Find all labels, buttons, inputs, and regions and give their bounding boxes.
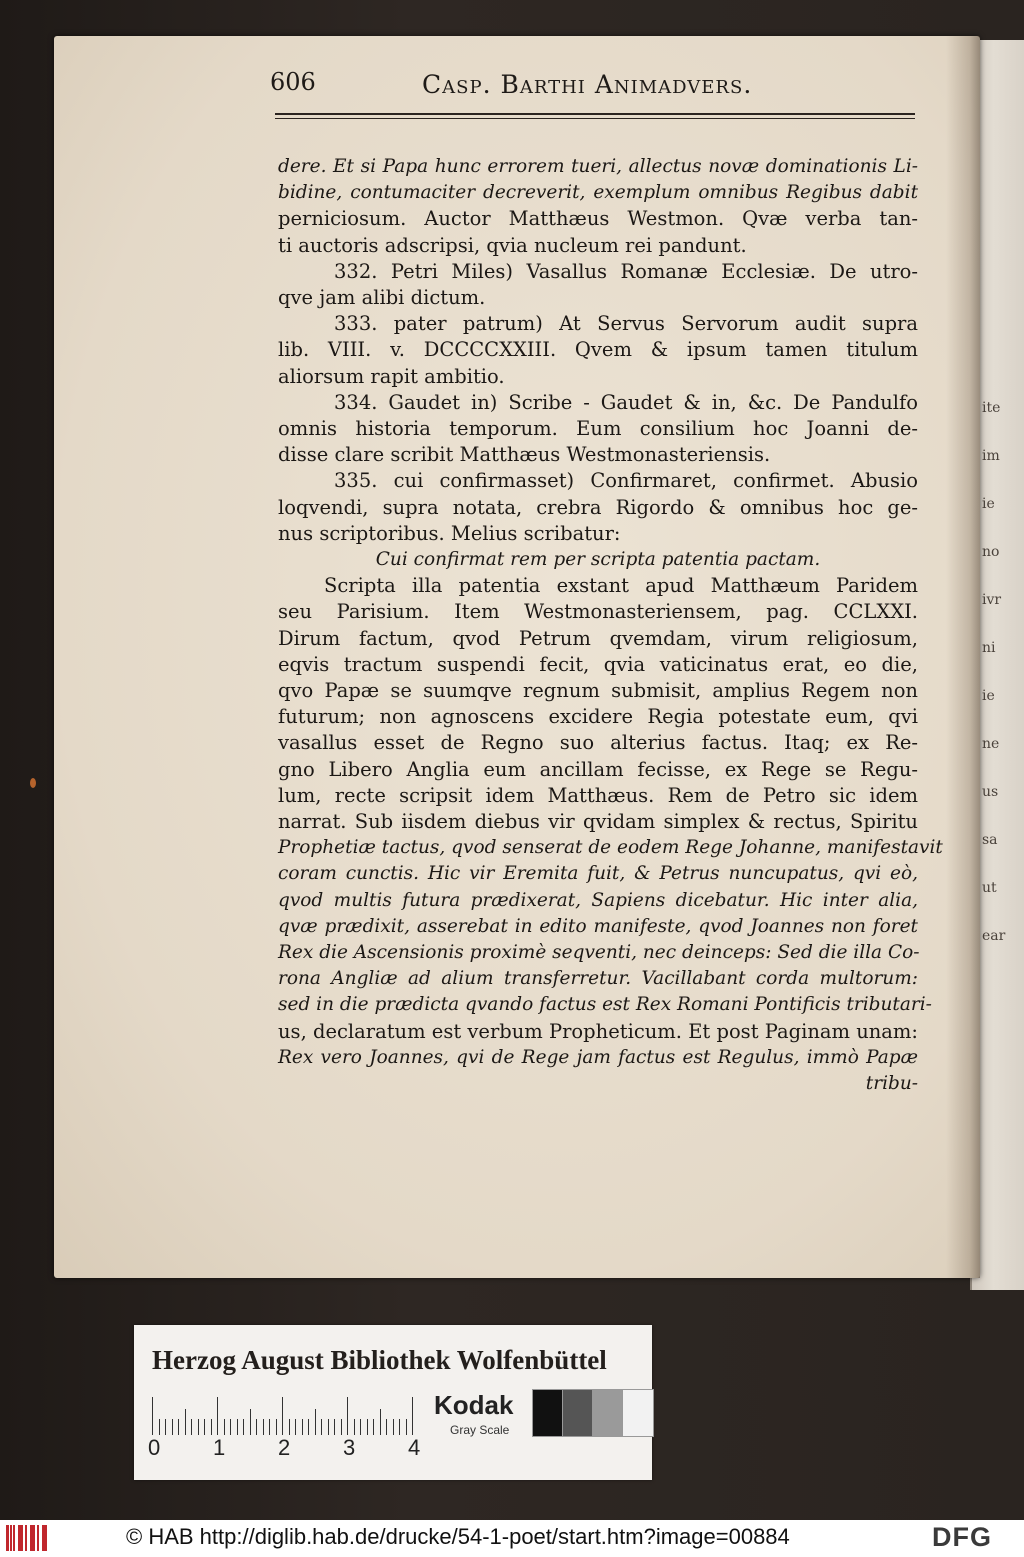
ruler-tick: [347, 1397, 348, 1435]
ruler-tick: [256, 1419, 257, 1435]
ruler-tick: [399, 1419, 400, 1435]
text-line: aliorsum rapit ambitio.: [278, 364, 505, 388]
running-head: [270, 68, 910, 108]
running-title: Casp. Barthi Animadvers.: [422, 70, 753, 99]
ruler-tick: [217, 1397, 218, 1435]
footer-bar: [0, 1520, 1024, 1557]
text-line: Dirum factum, qvod Petrum qvemdam, virum religiosum,: [278, 626, 918, 650]
ruler-tick: [159, 1419, 160, 1435]
barcode-icon: [6, 1525, 50, 1551]
text-line: perniciosum. Auctor Matthæus Westmon. Qvæ verba tan-: [278, 207, 918, 231]
header-rule: [275, 113, 915, 119]
text-line: Cui confirmat rem per scripta patentia pactam.: [375, 549, 821, 570]
page-number: 606: [270, 68, 316, 96]
ruler-tick: [165, 1419, 166, 1435]
ruler-tick: [308, 1419, 309, 1435]
next-leaf-fragment: im: [982, 448, 1000, 464]
ruler-tick: [276, 1419, 277, 1435]
text-line: omnis historia temporum. Eum consilium hoc Joanni de-: [278, 417, 918, 440]
ruler-number: 3: [343, 1435, 356, 1460]
next-leaf-fragment: ie: [982, 496, 995, 512]
copyright-url[interactable]: © HAB http://diglib.hab.de/drucke/54-1-poet/start.htm?image=00884: [126, 1524, 790, 1549]
ruler-tick: [204, 1419, 205, 1435]
text-line: 332. Petri Miles) Vasallus Romanæ Ecclesiæ. De utro-: [334, 259, 918, 283]
ruler-number: 0: [148, 1435, 161, 1460]
ruler-tick: [172, 1419, 173, 1435]
ruler-tick: [191, 1419, 192, 1435]
ruler-number: 4: [408, 1435, 421, 1460]
ruler-tick: [328, 1419, 329, 1435]
text-line: coram cunctis. Hic vir Eremita fuit, & Petrus nuncupatus, qvi eò,: [278, 863, 918, 885]
ruler-tick: [334, 1419, 335, 1435]
ruler-tick: [354, 1419, 355, 1435]
ruler-number: 2: [278, 1435, 291, 1460]
text-line: sed in die prædicta qvando factus est Rex Romani Pontificis tributari-: [278, 994, 932, 1016]
text-line: 335. cui confirmasset) Confirmaret, confirmet. Abusio: [334, 469, 918, 493]
ruler-tick: [185, 1409, 186, 1435]
ruler-tick: [341, 1419, 342, 1435]
ruler-tick: [321, 1419, 322, 1435]
gray-swatch: [562, 1389, 594, 1437]
ruler-tick: [282, 1397, 283, 1435]
text-line: Rex die Ascensionis proximè seqventi, nec deinceps: Sed die illa Co-: [278, 942, 920, 963]
ruler-tick: [230, 1419, 231, 1435]
ruler-tick: [360, 1419, 361, 1435]
ruler-tick: [269, 1419, 270, 1435]
ruler-tick: [198, 1419, 199, 1435]
next-leaf-fragment: ivr: [982, 592, 1002, 608]
text-line: us, declaratum est verbum Propheticum. Et post Paginam unam:: [278, 1019, 918, 1043]
next-leaf-fragment: sa: [982, 832, 998, 848]
text-line: lum, recte scripsit idem Matthæus. Rem de Petro sic idem: [278, 783, 918, 807]
ruler-tick: [412, 1397, 413, 1435]
ruler-tick: [315, 1409, 316, 1435]
text-line: bidine, contumaciter decreverit, exemplum omnibus Regibus dabit: [278, 182, 918, 204]
text-line: eqvis tractum suspendi fecit, qvia vaticinatus erat, eo die,: [278, 652, 918, 676]
next-leaf-fragment: ne: [982, 736, 1000, 752]
ruler-tick: [237, 1419, 238, 1435]
ink-spot: [30, 778, 36, 788]
dfg-logo: DFG: [932, 1522, 992, 1552]
ruler-tick: [289, 1419, 290, 1435]
next-leaf-fragment: ite: [982, 400, 1001, 416]
next-leaf-fragment: ear: [982, 928, 1006, 944]
next-leaf-fragment: ie: [982, 688, 995, 704]
ruler-tick: [152, 1397, 153, 1435]
text-line: disse clare scribit Matthæus Westmonasteriensis.: [278, 443, 771, 467]
text-line: seu Parisium. Item Westmonasteriensem, pag. CCLXXI.: [278, 600, 918, 624]
library-label-card: [134, 1325, 652, 1480]
ruler-tick: [250, 1409, 251, 1435]
ruler-number: 1: [213, 1435, 226, 1460]
scale-ruler: [152, 1395, 422, 1435]
text-line: ti auctoris adscripsi, qvia nucleum rei pandunt.: [278, 233, 747, 257]
text-line: nus scriptoribus. Melius scribatur:: [278, 521, 621, 545]
ruler-numbers: [148, 1435, 448, 1465]
gray-scale-label: Gray Scale: [450, 1423, 510, 1437]
ruler-tick: [406, 1419, 407, 1435]
next-leaf-fragment: us: [982, 784, 999, 800]
ruler-tick: [224, 1419, 225, 1435]
text-line: tribu-: [865, 1073, 918, 1094]
ruler-tick: [367, 1419, 368, 1435]
text-line: 333. pater patrum) At Servus Servorum audit supra: [334, 312, 918, 336]
ruler-tick: [302, 1419, 303, 1435]
next-leaf-fragment: ni: [982, 640, 996, 656]
text-line: gno Libero Anglia eum ancillam fecisse, ex Rege se Regu-: [278, 757, 918, 781]
text-line: qvod multis futura prædixerat, Sapiens dicebatur. Hic inter alia,: [278, 889, 918, 911]
kodak-brand: Kodak: [434, 1390, 514, 1420]
ruler-tick: [295, 1419, 296, 1435]
ruler-tick: [178, 1419, 179, 1435]
text-line: dere. Et si Papa hunc errorem tueri, allectus novæ dominationis Li-: [278, 156, 918, 177]
ruler-tick: [380, 1409, 381, 1435]
text-line: Scripta illa patentia exstant apud Matthæum Paridem: [324, 574, 918, 598]
library-name: Herzog August Bibliothek Wolfenbüttel: [152, 1345, 607, 1375]
text-line: qve jam alibi dictum.: [278, 286, 486, 309]
text-line: qvo Papæ se suumqve regnum submisit, amplius Regem non: [278, 679, 918, 702]
text-line: Rex vero Joannes, qvi de Rege jam factus est Regulus, immò Papæ: [278, 1046, 918, 1068]
text-line: loqvendi, supra notata, crebra Rigordo & omnibus hoc ge-: [278, 495, 918, 519]
ruler-tick: [263, 1419, 264, 1435]
ruler-tick: [386, 1419, 387, 1435]
text-line: lib. VIII. v. DCCCCXXIII. Qvem & ipsum tamen titulum: [278, 338, 918, 362]
gray-swatch: [592, 1389, 624, 1437]
text-line: qvæ prædixit, asserebat in edito manifeste, qvod Joannes non foret: [278, 915, 918, 937]
ruler-tick: [393, 1419, 394, 1435]
text-line: futurum; non agnoscens excidere Regia potestate eum, qvi: [278, 705, 918, 729]
page-gutter-shadow: [946, 36, 980, 1278]
next-leaf-fragment: no: [982, 544, 1000, 560]
text-line: Prophetiæ tactus, qvod senserat de eodem Rege Johanne, manifestavit: [278, 837, 943, 859]
gray-swatch: [622, 1389, 654, 1437]
text-line: vasallus esset de Regno suo alterius factus. Itaq; ex Re-: [278, 731, 918, 755]
ruler-tick: [211, 1419, 212, 1435]
text-line: narrat. Sub iisdem diebus vir qvidam simplex & rectus, Spiritu: [278, 810, 918, 833]
ruler-tick: [243, 1419, 244, 1435]
ruler-tick: [373, 1419, 374, 1435]
next-leaf-fragment: ut: [982, 880, 997, 896]
text-line: rona Angliæ ad alium transferretur. Vacillabant corda multorum:: [278, 968, 918, 990]
text-line: 334. Gaudet in) Scribe - Gaudet & in, &c. De Pandulfo: [334, 390, 918, 414]
gray-swatch: [532, 1389, 564, 1437]
